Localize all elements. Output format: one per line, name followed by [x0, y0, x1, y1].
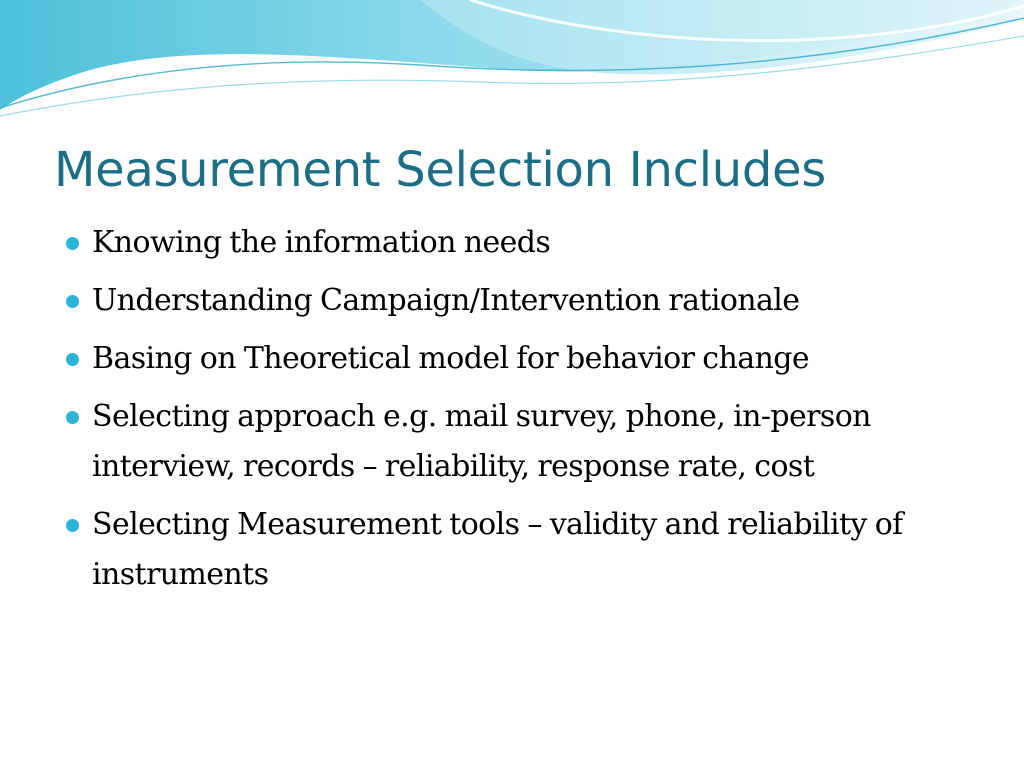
- bullet-text: Basing on Theoretical model for behavior change: [92, 341, 809, 376]
- bullet-item: [66, 500, 966, 600]
- bullet-list: [66, 218, 966, 608]
- bullet-item: [66, 334, 966, 384]
- bullet-item: [66, 392, 966, 492]
- header-wave-decoration: [0, 0, 1024, 130]
- bullet-text: Understanding Campaign/Intervention rationale: [92, 283, 800, 318]
- bullet-text: Selecting Measurement tools – validity and reliability of instruments: [92, 507, 903, 592]
- bullet-dot-icon: [66, 237, 79, 250]
- slide-title: Measurement Selection Includes: [54, 142, 826, 198]
- bullet-dot-icon: [66, 353, 79, 366]
- bullet-text: Knowing the information needs: [92, 225, 551, 260]
- bullet-dot-icon: [66, 519, 79, 532]
- bullet-dot-icon: [66, 295, 79, 308]
- bullet-item: [66, 276, 966, 326]
- bullet-dot-icon: [66, 411, 79, 424]
- bullet-item: [66, 218, 966, 268]
- bullet-text: Selecting approach e.g. mail survey, phone, in-person interview, records – reliability, response rate, cost: [92, 399, 871, 484]
